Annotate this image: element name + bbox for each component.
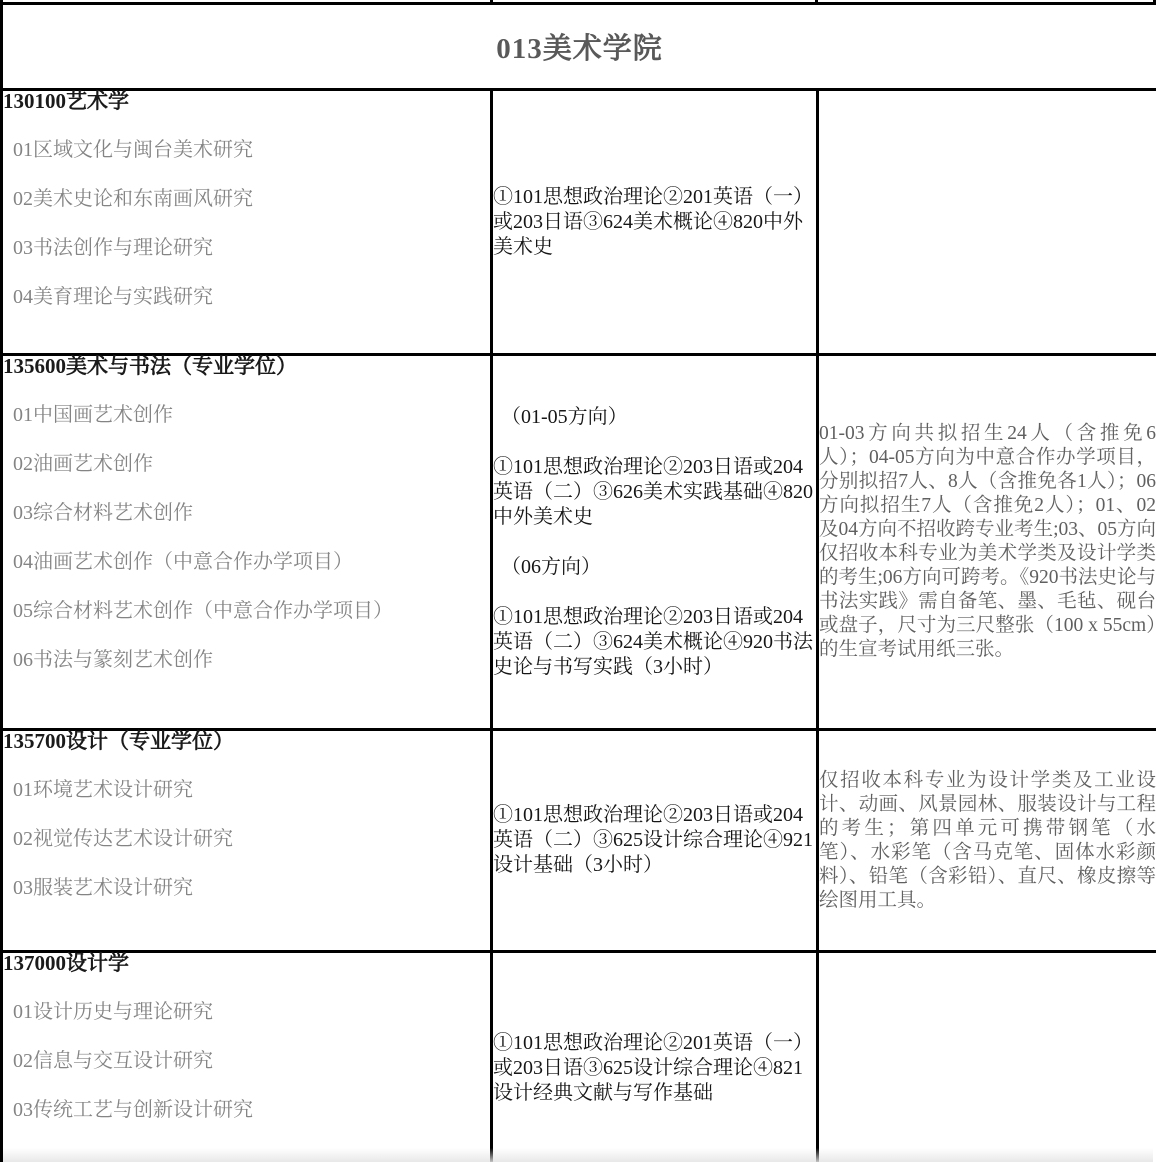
program-row-135600 bbox=[2, 355, 1156, 730]
research-direction: 04美育理论与实践研究 bbox=[13, 286, 213, 308]
exam-subjects: ①101思想政治理论②201英语（一）或203日语③625设计综合理论④821设计经典文献与写作基础 bbox=[493, 1031, 813, 1104]
program-directions-cell bbox=[2, 730, 492, 952]
research-direction: 03书法创作与理论研究 bbox=[13, 237, 213, 259]
column-border-tick bbox=[490, 0, 493, 2]
remarks-text: 01-03方向共拟招生24人（含推免6人）；04-05方向为中意合作办学项目，分别拟招7人、8人（含推免各1人）；06方向拟招生7人（含推免2人）；01、02及04方向不招收跨专业考生;03、05方向仅招收本科专业为美术学类及设计学类的考生;06方向可跨考。《920书法史论与书法实践》需自备笔、墨、毛毡、砚台或盘子，尺寸为三尺整张（100 x 55cm）的生宣考试用纸三张。 bbox=[819, 423, 1156, 660]
program-row-130100 bbox=[2, 90, 1156, 355]
research-direction: 03传统工艺与创新设计研究 bbox=[13, 1099, 253, 1121]
exam-subjects-cell bbox=[492, 90, 818, 355]
program-row-137000 bbox=[2, 952, 1156, 1162]
program-directions-cell bbox=[2, 952, 492, 1162]
exam-subjects-cell bbox=[492, 355, 818, 730]
research-direction: 02视觉传达艺术设计研究 bbox=[13, 828, 233, 850]
program-code-title: 130100艺术学 bbox=[3, 89, 129, 113]
admissions-table bbox=[0, 2, 1156, 1162]
remarks-cell bbox=[818, 355, 1156, 730]
column-border-tick bbox=[815, 0, 818, 2]
program-code-title: 135700设计（专业学位） bbox=[3, 729, 234, 753]
previous-row-sliver bbox=[0, 0, 1156, 2]
exam-direction-label: （06方向） bbox=[501, 555, 601, 578]
program-directions-cell bbox=[2, 90, 492, 355]
college-header-row bbox=[2, 4, 1156, 90]
remarks-cell bbox=[818, 90, 1156, 355]
research-direction: 01中国画艺术创作 bbox=[13, 404, 173, 426]
exam-direction-label: （01-05方向） bbox=[501, 405, 628, 428]
program-code-title: 135600美术与书法（专业学位） bbox=[3, 354, 297, 378]
exam-subjects: ①101思想政治理论②201英语（一）或203日语③624美术概论④820中外美术史 bbox=[493, 185, 813, 258]
research-direction: 02美术史论和东南画风研究 bbox=[13, 188, 253, 210]
exam-subjects: ①101思想政治理论②203日语或204英语（二）③625设计综合理论④921设计基础（3小时） bbox=[493, 804, 813, 876]
program-code-title: 137000设计学 bbox=[3, 951, 129, 975]
research-direction: 03服装艺术设计研究 bbox=[13, 877, 193, 899]
research-direction: 01区域文化与闽台美术研究 bbox=[13, 139, 253, 161]
remarks-text: 仅招收本科专业为设计学类及工业设计、动画、风景园林、服装设计与工程的考生；第四单元可携带钢笔（水笔）、水彩笔（含马克笔、固体水彩颜料）、铅笔（含彩铅）、直尺、橡皮擦等绘图用工具。 bbox=[819, 769, 1156, 911]
exam-subjects-cell bbox=[492, 952, 818, 1162]
college-title: 013美术学院 bbox=[2, 4, 1156, 90]
remarks-cell bbox=[818, 952, 1156, 1162]
research-direction: 01环境艺术设计研究 bbox=[13, 779, 193, 801]
research-direction: 02信息与交互设计研究 bbox=[13, 1050, 213, 1072]
exam-subjects: ①101思想政治理论②203日语或204英语（二）③626美术实践基础④820中外美术史 bbox=[493, 455, 813, 528]
exam-subjects: ①101思想政治理论②203日语或204英语（二）③624美术概论④920书法史论与书写实践（3小时） bbox=[493, 605, 813, 678]
exam-subjects-cell bbox=[492, 730, 818, 952]
research-direction: 03综合材料艺术创作 bbox=[13, 502, 193, 524]
remarks-cell bbox=[818, 730, 1156, 952]
research-direction: 02油画艺术创作 bbox=[13, 453, 153, 475]
program-row-135700 bbox=[2, 730, 1156, 952]
research-direction: 06书法与篆刻艺术创作 bbox=[13, 649, 213, 671]
research-direction: 04油画艺术创作（中意合作办学项目） bbox=[13, 551, 353, 573]
research-direction: 05综合材料艺术创作（中意合作办学项目） bbox=[13, 600, 393, 622]
program-directions-cell bbox=[2, 355, 492, 730]
research-direction: 01设计历史与理论研究 bbox=[13, 1001, 213, 1023]
